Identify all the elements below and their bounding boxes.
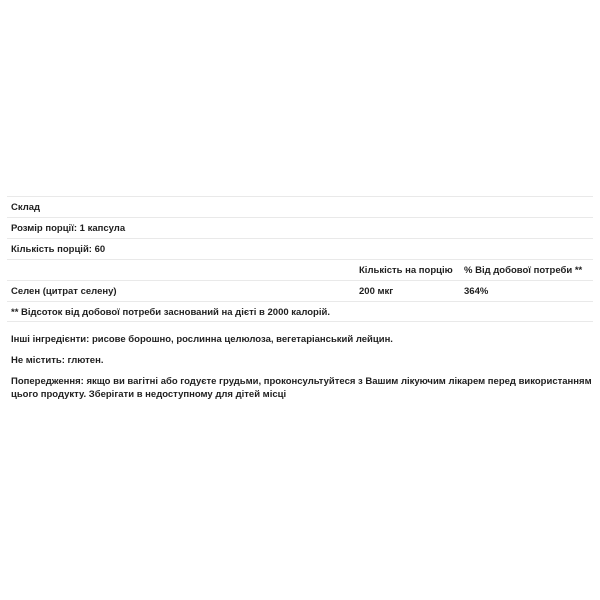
facts-title-row: [7, 196, 593, 217]
footnote-row: [7, 301, 593, 322]
ingredient-daily-value: 364%: [464, 286, 489, 297]
supplement-facts-table: [7, 196, 593, 322]
ingredient-row: [7, 280, 593, 301]
ingredient-amount: 200 мкг: [359, 286, 394, 297]
amount-per-serving-header: Кількість на порцію: [359, 265, 453, 276]
serving-size: Розмір порції: 1 капсула: [11, 223, 126, 234]
free-of-statement: Не містить: глютен.: [11, 355, 104, 366]
ingredient-name: Селен (цитрат селену): [11, 286, 117, 297]
servings-per-container-row: [7, 238, 593, 259]
daily-value-header: % Від добової потреби **: [464, 265, 583, 276]
other-ingredients: Інші інгредієнти: рисове борошно, рослинна целюлоза, вегетаріанський лейцин.: [11, 334, 393, 345]
servings-per-container: Кількість порцій: 60: [11, 244, 106, 255]
column-header-row: [7, 259, 593, 280]
product-notes: [11, 334, 596, 401]
serving-size-row: [7, 217, 593, 238]
facts-title: Склад: [11, 202, 41, 213]
daily-value-footnote: ** Відсоток від добової потреби заснований на дієті в 2000 калорій.: [11, 307, 330, 318]
warning-text: Попередження: якщо ви вагітні або годуєте грудьми, проконсультуйтеся з Вашим лікуючим лікарем перед використанням цього продукту. Зберігати в недоступному для дітей місці: [11, 376, 592, 400]
